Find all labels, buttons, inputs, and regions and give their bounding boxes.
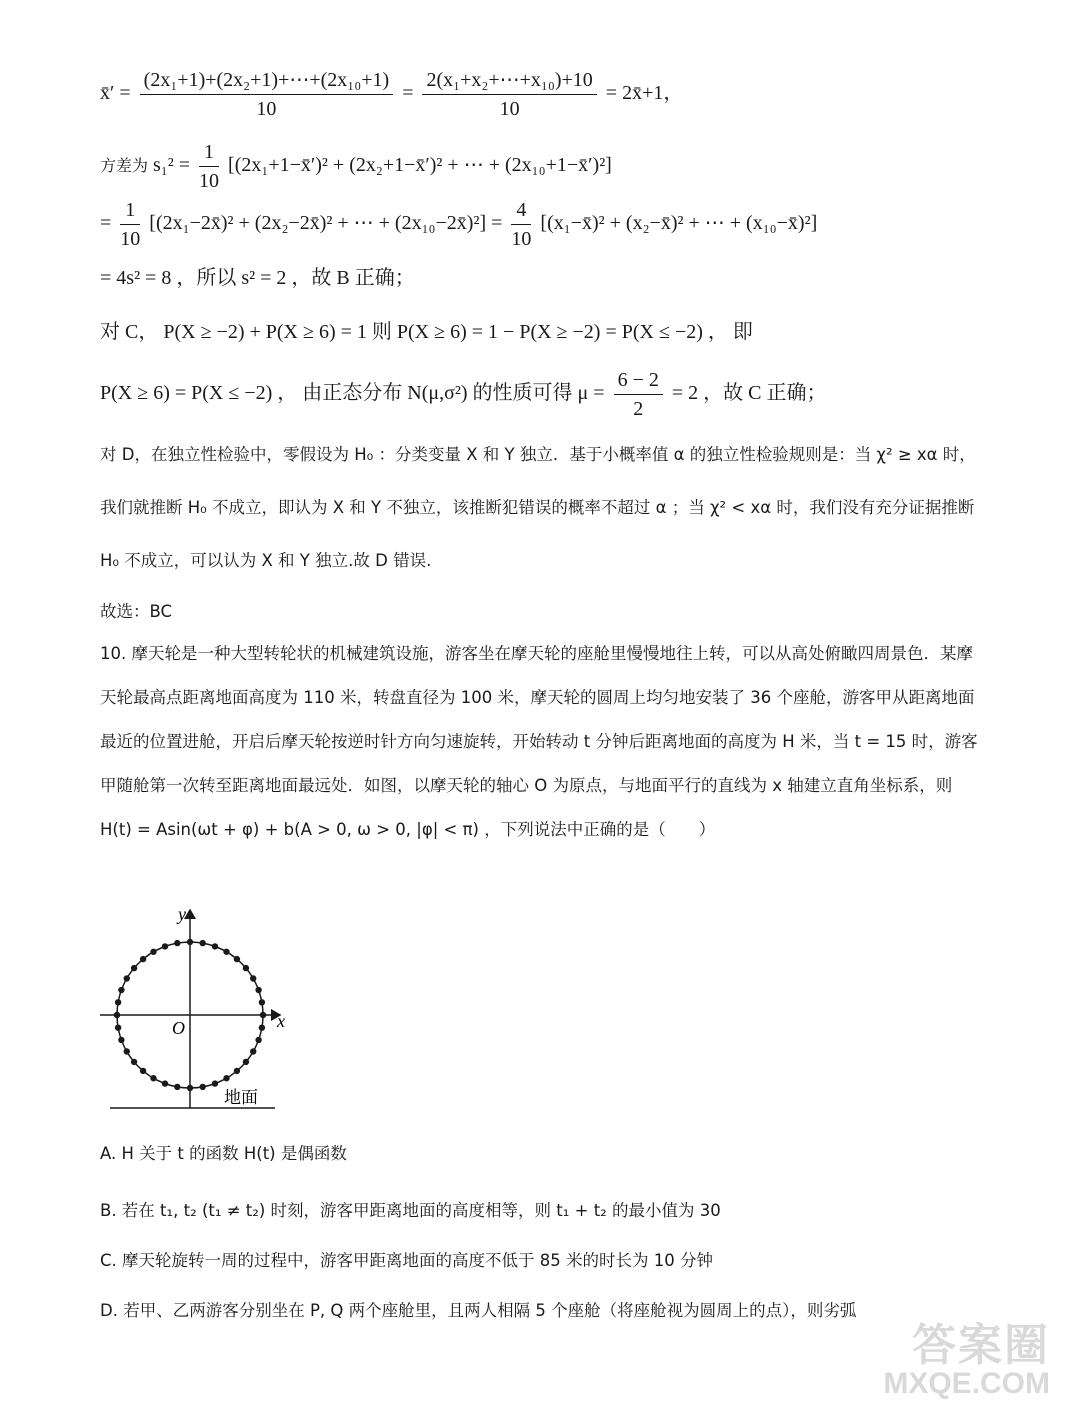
- option-c-analysis-line-1: 对 C， P(X ≥ −2) + P(X ≥ 6) = 1 则 P(X ≥ 6) = 1 − P(X ≥ −2) = P(X ≤ −2) ， 即: [100, 321, 753, 343]
- cabin-dot: [124, 1048, 130, 1054]
- cabin-dot: [212, 1080, 218, 1086]
- cabin-dot: [118, 987, 124, 993]
- cabin-dot: [131, 1059, 137, 1065]
- variance-body-1: [(2x₁−2x̄)² + (2x₂−2x̄)² + ⋯ + (2x₁₀−2x̄)²] =: [149, 212, 503, 235]
- cabin-dot: [150, 1075, 156, 1081]
- cabin-dot: [212, 943, 218, 949]
- option-a: A. H 关于 t 的函数 H(t) 是偶函数: [100, 1144, 347, 1163]
- mu-fraction-num: 6 − 2: [614, 368, 663, 395]
- variance-line-1: [100, 140, 612, 193]
- option-d: D. 若甲、乙两游客分别坐在 P, Q 两个座舱里，且两人相隔 5 个座舱（将座舱视为圆周上的点），则劣弧: [100, 1301, 857, 1320]
- mu-fraction-den: 2: [633, 398, 644, 420]
- cabin-dot: [255, 987, 261, 993]
- cabin-dot: [243, 1059, 249, 1065]
- variance-lhs: s₁² =: [153, 154, 191, 177]
- cabin-dot: [243, 965, 249, 971]
- option-c: C. 摩天轮旋转一周的过程中，游客甲距离地面的高度不低于 85 米的时长为 10 分钟: [100, 1251, 713, 1270]
- cabin-dot: [234, 956, 240, 962]
- answer-line: 故选：BC: [100, 602, 173, 621]
- mean-lhs: x̄′ =: [100, 82, 131, 105]
- variance-eq: =: [100, 212, 112, 235]
- option-c-line-2-post: = 2 ，故 C 正确；: [671, 382, 827, 405]
- cabin-dot: [187, 1085, 193, 1091]
- ground-label: 地面: [224, 1088, 258, 1108]
- cabin-dot: [250, 1048, 256, 1054]
- mean-formula: [100, 68, 683, 121]
- cabin-dot: [187, 939, 193, 945]
- variance-body: [(2x₁+1−x̄′)² + (2x₂+1−x̄′)² + ⋯ + (2x₁₀+1−x̄′)²]: [228, 154, 612, 177]
- watermark-cn: 答案圈: [912, 1321, 1050, 1370]
- option-c-line-2-pre: P(X ≥ 6) = P(X ≤ −2) ， 由正态分布 N(μ,σ²) 的性质可得 μ =: [100, 382, 605, 405]
- cabin-dot: [162, 943, 168, 949]
- cabin-dot: [131, 965, 137, 971]
- question-10: 10. 摩天轮是一种大型转轮状的机械建筑设施，游客坐在摩天轮的座舱里慢慢地往上转，可以从高处俯瞰四周景色．某摩天轮最高点距离地面高度为 110 米，转盘直径为 100 米，摩天轮的圆周上均匀地安装了 36 个座舱，游客甲从距离地面最近的位置进舱，开启后摩天轮按逆时针方向匀速旋转，开始转动 t 分钟后距离地面的高度为 H 米，当 t = 15 时，游客甲随舱第一次转至距离地面最远处．如图，以摩天轮的轴心 O 为原点，与地面平行的直线为 x 轴建立直角坐标系，则 H(t) = Asin(ωt + φ) + b(A > 0, ω > 0, |φ| < π) ，下列说法中正确的是（ ）: [100, 644, 978, 839]
- mean-num-2: 2(x₁+x₂+⋯+x₁₀)+10: [422, 68, 596, 95]
- cabin-dot: [223, 1075, 229, 1081]
- variance-coef-2-den: 10: [511, 228, 532, 250]
- variance-body-2: [(x₁−x̄)² + (x₂−x̄)² + ⋯ + (x₁₀−x̄)²]: [540, 212, 818, 235]
- cabin-dot: [259, 1024, 265, 1030]
- variance-coef-2: [511, 198, 531, 251]
- cabin-dot: [255, 1037, 261, 1043]
- variance-coef-1-den: 10: [120, 228, 141, 250]
- mean-fraction-2: [422, 68, 596, 121]
- cabin-dot: [140, 1068, 146, 1074]
- cabin-dot: [223, 949, 229, 955]
- cabin-dot: [174, 940, 180, 946]
- cabin-dot: [124, 975, 130, 981]
- variance-label: 方差为: [100, 156, 149, 176]
- y-axis-label: y: [178, 904, 186, 924]
- cabin-dot: [150, 949, 156, 955]
- watermark-logo: [883, 1309, 1050, 1401]
- cabin-dot: [174, 1084, 180, 1090]
- cabin-dot: [115, 1024, 121, 1030]
- mu-fraction: [614, 368, 663, 421]
- mean-den-2: 10: [499, 98, 520, 120]
- mean-num-1: (2x₁+1)+(2x₂+1)+⋯+(2x₁₀+1): [140, 68, 394, 95]
- ferris-wheel-figure: [100, 900, 300, 1115]
- variance-line-3: = 4s² = 8 ，所以 s² = 2 ，故 B 正确；: [100, 267, 415, 289]
- mean-eq: =: [402, 82, 414, 105]
- option-c-analysis-line-2: [100, 368, 826, 421]
- x-axis-label: x: [277, 1011, 285, 1031]
- option-b: B. 若在 t₁, t₂ (t₁ ≠ t₂) 时刻，游客甲距离地面的高度相等，则 t₁ + t₂ 的最小值为 30: [100, 1201, 721, 1220]
- cabin-dot: [114, 1012, 120, 1018]
- cabin-dot: [162, 1080, 168, 1086]
- variance-coef-2-num: 4: [511, 198, 531, 225]
- cabin-dot: [260, 1012, 266, 1018]
- variance-coef-1: [120, 198, 140, 251]
- mean-den-1: 10: [256, 98, 277, 120]
- variance-coef-1-num: 1: [120, 198, 140, 225]
- cabin-dot: [118, 1037, 124, 1043]
- variance-coef-den: 10: [199, 170, 220, 192]
- variance-line-2: [100, 198, 817, 251]
- variance-coef-num: 1: [199, 140, 219, 167]
- cabin-dot: [259, 999, 265, 1005]
- cabin-dot: [199, 1084, 205, 1090]
- origin-label: O: [172, 1018, 185, 1038]
- cabin-dot: [140, 956, 146, 962]
- cabin-dot: [199, 940, 205, 946]
- cabin-dot: [115, 999, 121, 1005]
- variance-coef: [199, 140, 219, 193]
- watermark-en: MXQE.COM: [883, 1367, 1050, 1400]
- option-d-analysis: 对 D，在独立性检验中，零假设为 H₀ ：分类变量 X 和 Y 独立．基于小概率值 α 的独立性检验规则是：当 χ² ≥ xα 时，我们就推断 H₀ 不成立，即认为 X 和 Y 不独立，该推断犯错误的概率不超过 α ；当 χ² < xα 时，我们没有充分证据推断 H₀ 不成立，可以认为 X 和 Y 独立.故 D 错误.: [100, 445, 976, 570]
- mean-fraction-1: [140, 68, 394, 121]
- cabin-dot: [250, 975, 256, 981]
- mean-rhs: = 2x̄+1，: [605, 82, 684, 105]
- cabin-dot: [234, 1068, 240, 1074]
